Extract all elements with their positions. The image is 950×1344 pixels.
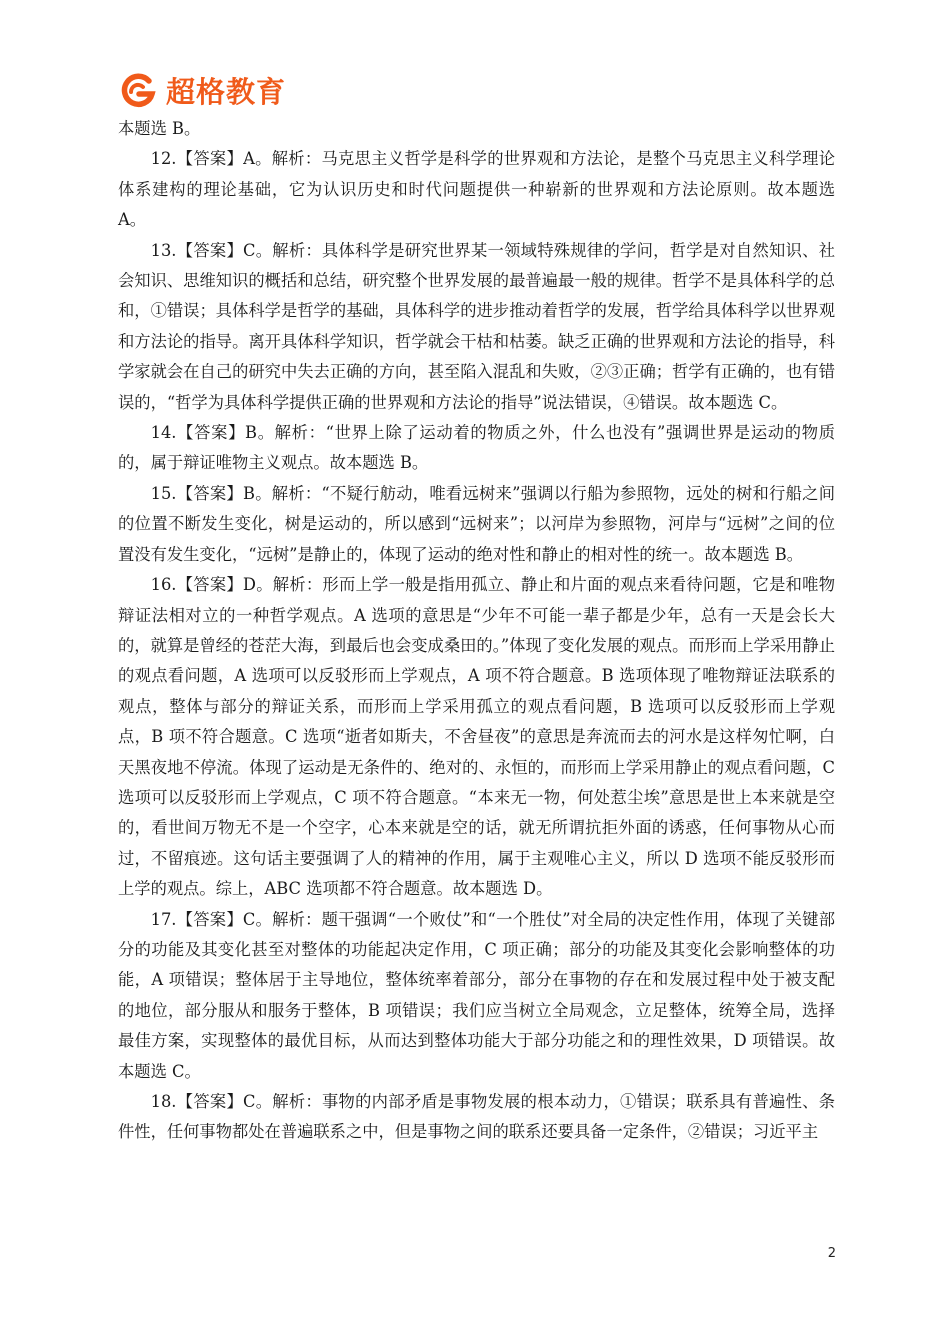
brand-g-logo-icon	[118, 72, 158, 112]
answer-15: 15.【答案】B。解析：“不疑行舫动，唯看远树来”强调以行船为参照物，远处的树和行船之间的位置不断发生变化，树是运动的，所以感到“远树来”；以河岸为参照物，河岸与“远树”之间的位置没有发生变化，“远树”是静止的，体现了运动的绝对性和静止的相对性的统一。故本题选 B。	[118, 483, 835, 564]
answer-16: 16.【答案】D。解析：形而上学一般是指用孤立、静止和片面的观点来看待问题，它是和唯物辩证法相对立的一种哲学观点。A 选项的意思是“少年不可能一辈子都是少年，总有一天是会长大的，就算是曾经的苍茫大海，到最后也会变成桑田的。”体现了变化发展的观点。而形而上学采用静止的观点看问题，A 选项可以反驳形而上学观点，A 项不符合题意。B 选项体现了唯物辩证法联系的观点，整体与部分的辩证关系，而形而上学采用孤立的观点看问题，B 选项可以反驳形而上学观点，B 项不符合题意。C 选项“逝者如斯夫，不舍昼夜”的意思是奔流而去的河水是这样匆忙啊，白天黑夜地不停流。体现了运动是无条件的、绝对的、永恒的，而形而上学采用静止的观点看问题，C 选项可以反驳形而上学观点，C 项不符合题意。“本来无一物，何处惹尘埃”意思是世上本来就是空的，看世间万物无不是一个空字，心本来就是空的话，就无所谓抗拒外面的诱惑，任何事物从心而过，不留痕迹。这句话主要强调了人的精神的作用，属于主观唯心主义，所以 D 选项不能反驳形而上学的观点。综上，ABC 选项都不符合题意。故本题选 D。	[118, 575, 835, 899]
brand-name: 超格教育	[166, 75, 287, 109]
page-number: 2	[827, 1246, 836, 1261]
answer-18: 18.【答案】C。解析：事物的内部矛盾是事物发展的根本动力，①错误；联系具有普遍性、条件性，任何事物都处在普遍联系之中，但是事物之间的联系还要具备一定条件，②错误；习近平主	[118, 1092, 835, 1142]
answer-13: 13.【答案】C。解析：具体科学是研究世界某一领域特殊规律的学问，哲学是对自然知识、社会知识、思维知识的概括和总结，研究整个世界发展的最普遍最一般的规律。哲学不是具体科学的总和，①错误；具体科学是哲学的基础，具体科学的进步推动着哲学的发展，哲学给具体科学以世界观和方法论的指导。离开具体科学知识，哲学就会干枯和枯萎。缺乏正确的世界观和方法论的指导，科学家就会在自己的研究中失去正确的方向，甚至陷入混乱和失败，②③正确；哲学有正确的，也有错误的，“哲学为具体科学提供正确的世界观和方法论的指导”说法错误，④错误。故本题选 C。	[118, 240, 835, 412]
answer-14: 14.【答案】B。解析：“世界上除了运动着的物质之外，什么也没有”强调世界是运动的物质的，属于辩证唯物主义观点。故本题选 B。	[118, 423, 835, 473]
answer-17: 17.【答案】C。解析：题干强调“一个败仗”和“一个胜仗”对全局的决定性作用，体现了关键部分的功能及其变化甚至对整体的功能起决定作用，C 项正确；部分的功能及其变化会影响整体的功能，A 项错误；整体居于主导地位，整体统率着部分，部分在事物的存在和发展过程中处于被支配的地位，部分服从和服务于整体，B 项错误；我们应当树立全局观念，立足整体，统筹全局，选择最佳方案，实现整体的最优目标，从而达到整体功能大于部分功能之和的理性效果，D 项错误。故本题选 C。	[118, 909, 835, 1081]
answer-explanations	[118, 114, 835, 1148]
brand-logo	[118, 72, 286, 112]
paragraph-continuation: 本题选 B。	[118, 119, 201, 138]
answer-12: 12.【答案】A。解析：马克思主义哲学是科学的世界观和方法论，是整个马克思主义科学理论体系建构的理论基础，它为认识历史和时代问题提供一种崭新的世界观和方法论原则。故本题选 A。	[118, 149, 835, 230]
